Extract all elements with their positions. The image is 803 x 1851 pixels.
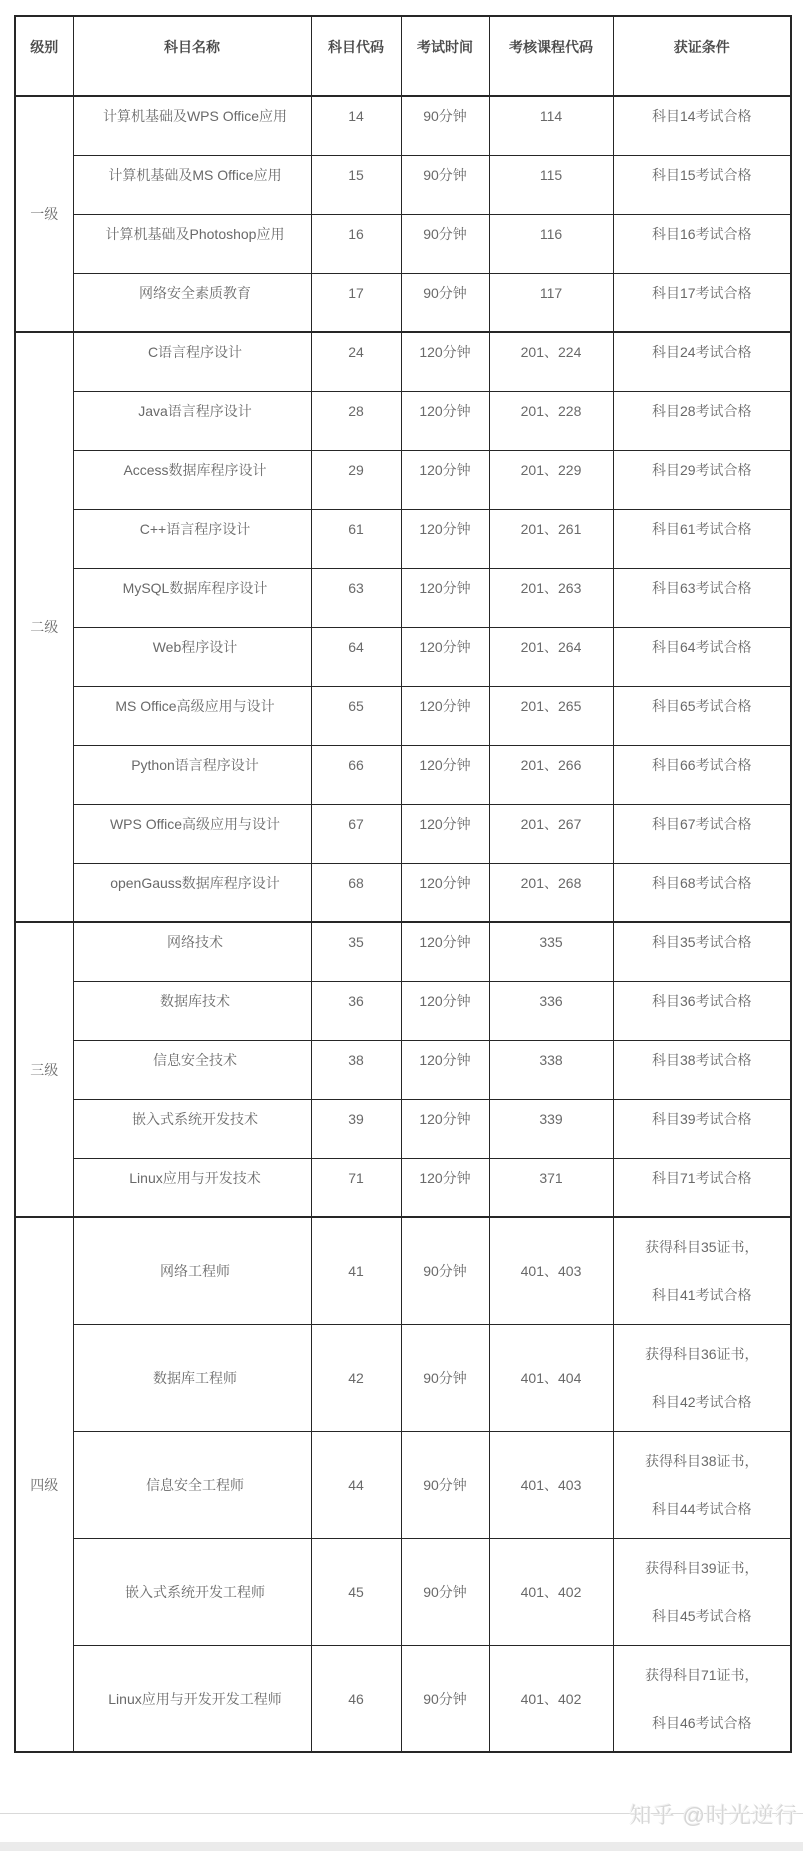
course-codes-cell: 201、266 <box>489 745 613 804</box>
certificate-condition-line: 获得科目36证书， <box>644 1346 759 1362</box>
certificate-condition-cell <box>613 1040 791 1099</box>
subject-code-cell: 45 <box>311 1538 401 1645</box>
subject-code-cell: 15 <box>311 155 401 214</box>
exam-duration-cell: 90分钟 <box>401 1324 489 1431</box>
course-codes-cell: 401、404 <box>489 1324 613 1431</box>
certificate-condition-cell <box>613 804 791 863</box>
subject-name-cell: WPS Office高级应用与设计 <box>73 804 311 863</box>
table-row <box>15 1040 791 1099</box>
certificate-condition-cell <box>613 1645 791 1752</box>
table-row <box>15 568 791 627</box>
exam-duration-cell: 90分钟 <box>401 214 489 273</box>
table-row <box>15 1324 791 1431</box>
subject-name-cell: C++语言程序设计 <box>73 509 311 568</box>
certificate-condition-cell <box>613 863 791 922</box>
table-row <box>15 273 791 332</box>
certificate-condition-line: 科目16考试合格 <box>651 226 752 242</box>
subject-code-cell: 64 <box>311 627 401 686</box>
subject-code-cell: 16 <box>311 214 401 273</box>
subject-code-cell: 44 <box>311 1431 401 1538</box>
subject-code-cell: 41 <box>311 1217 401 1324</box>
certificate-condition-cell <box>613 627 791 686</box>
certificate-condition-cell <box>613 1431 791 1538</box>
table-row <box>15 391 791 450</box>
certificate-condition-cell <box>613 509 791 568</box>
course-codes-cell: 338 <box>489 1040 613 1099</box>
course-codes-cell: 401、402 <box>489 1538 613 1645</box>
certificate-condition-line: 科目38考试合格 <box>651 1052 752 1068</box>
exam-duration-cell: 120分钟 <box>401 1099 489 1158</box>
level-cell: 二级 <box>15 332 73 922</box>
certificate-condition-cell <box>613 745 791 804</box>
certificate-condition-line: 获得科目35证书， <box>644 1239 759 1256</box>
table-row <box>15 155 791 214</box>
exam-duration-cell: 120分钟 <box>401 981 489 1040</box>
course-codes-cell: 339 <box>489 1099 613 1158</box>
course-codes-cell: 115 <box>489 155 613 214</box>
subject-code-cell: 67 <box>311 804 401 863</box>
subject-code-cell: 63 <box>311 568 401 627</box>
table-row <box>15 922 791 981</box>
table-row <box>15 214 791 273</box>
certificate-condition-line: 科目36考试合格 <box>651 993 752 1009</box>
subject-name-cell: C语言程序设计 <box>73 332 311 391</box>
level-cell: 一级 <box>15 96 73 332</box>
certificate-condition-line: 科目45考试合格 <box>651 1608 752 1624</box>
certificate-condition-line: 科目63考试合格 <box>651 580 752 596</box>
subject-code-cell: 71 <box>311 1158 401 1217</box>
course-codes-cell: 401、403 <box>489 1217 613 1324</box>
subject-name-cell: 网络安全素质教育 <box>73 273 311 332</box>
table-row <box>15 332 791 391</box>
table-row <box>15 450 791 509</box>
certificate-condition-line: 科目46考试合格 <box>651 1714 752 1731</box>
header-subject-code: 科目代码 <box>311 16 401 96</box>
certificate-condition-line: 科目39考试合格 <box>651 1111 752 1127</box>
subject-name-cell: Access数据库程序设计 <box>73 450 311 509</box>
exam-duration-cell: 120分钟 <box>401 1040 489 1099</box>
subject-name-cell: Linux应用与开发技术 <box>73 1158 311 1217</box>
certificate-condition-line: 科目24考试合格 <box>651 344 752 361</box>
certificate-condition-cell <box>613 214 791 273</box>
table-row <box>15 509 791 568</box>
course-codes-cell: 116 <box>489 214 613 273</box>
certificate-condition-cell <box>613 1324 791 1431</box>
subject-name-cell: 网络工程师 <box>73 1217 311 1324</box>
certificate-condition-line: 科目29考试合格 <box>651 462 752 478</box>
subject-name-cell: 信息安全工程师 <box>73 1431 311 1538</box>
subject-name-cell: openGauss数据库程序设计 <box>73 863 311 922</box>
course-codes-cell: 201、264 <box>489 627 613 686</box>
subject-name-cell: MS Office高级应用与设计 <box>73 686 311 745</box>
exam-duration-cell: 120分钟 <box>401 804 489 863</box>
watermark-text: 知乎 @时光逆行 <box>629 1803 798 1828</box>
table-header <box>15 16 791 96</box>
certificate-condition-line: 科目42考试合格 <box>651 1394 752 1410</box>
bottom-band <box>0 1842 803 1851</box>
exam-duration-cell: 120分钟 <box>401 686 489 745</box>
certificate-condition-cell <box>613 273 791 332</box>
certificate-condition-cell <box>613 1217 791 1324</box>
certificate-condition-cell <box>613 450 791 509</box>
exam-duration-cell: 120分钟 <box>401 450 489 509</box>
certificate-condition-cell <box>613 96 791 155</box>
certificate-condition-line: 科目15考试合格 <box>651 167 752 183</box>
course-codes-cell: 371 <box>489 1158 613 1217</box>
certificate-condition-cell <box>613 1158 791 1217</box>
subject-name-cell: 嵌入式系统开发工程师 <box>73 1538 311 1645</box>
course-codes-cell: 401、402 <box>489 1645 613 1752</box>
subject-code-cell: 68 <box>311 863 401 922</box>
certificate-condition-cell <box>613 568 791 627</box>
level-cell: 三级 <box>15 922 73 1217</box>
subject-name-cell: 计算机基础及Photoshop应用 <box>73 214 311 273</box>
certificate-condition-cell <box>613 686 791 745</box>
subject-code-cell: 66 <box>311 745 401 804</box>
table-row <box>15 1099 791 1158</box>
certificate-condition-line: 科目65考试合格 <box>651 698 752 714</box>
subject-code-cell: 36 <box>311 981 401 1040</box>
exam-duration-cell: 120分钟 <box>401 863 489 922</box>
header-exam-duration: 考试时间 <box>401 16 489 96</box>
table-row <box>15 1158 791 1217</box>
course-codes-cell: 335 <box>489 922 613 981</box>
certificate-condition-line: 科目61考试合格 <box>651 521 752 537</box>
certificate-condition-cell <box>613 1538 791 1645</box>
course-codes-cell: 201、263 <box>489 568 613 627</box>
table-row <box>15 1538 791 1645</box>
table-row <box>15 686 791 745</box>
certificate-condition-line: 获得科目38证书， <box>644 1453 759 1469</box>
exam-duration-cell: 90分钟 <box>401 1538 489 1645</box>
subject-name-cell: 计算机基础及WPS Office应用 <box>73 96 311 155</box>
certificate-condition-cell <box>613 155 791 214</box>
course-codes-cell: 201、228 <box>489 391 613 450</box>
certificate-condition-line: 科目64考试合格 <box>651 639 752 655</box>
header-level: 级别 <box>15 16 73 96</box>
certificate-condition-line: 科目71考试合格 <box>651 1169 752 1186</box>
subject-code-cell: 38 <box>311 1040 401 1099</box>
subject-code-cell: 35 <box>311 922 401 981</box>
level-cell: 四级 <box>15 1217 73 1752</box>
header-row <box>15 16 791 96</box>
subject-code-cell: 29 <box>311 450 401 509</box>
certificate-condition-cell <box>613 1099 791 1158</box>
exam-duration-cell: 120分钟 <box>401 627 489 686</box>
exam-duration-cell: 120分钟 <box>401 745 489 804</box>
subject-name-cell: MySQL数据库程序设计 <box>73 568 311 627</box>
header-certificate-condition: 获证条件 <box>613 16 791 96</box>
table-row <box>15 96 791 155</box>
subject-name-cell: 数据库技术 <box>73 981 311 1040</box>
certificate-condition-line: 科目28考试合格 <box>651 403 752 419</box>
certificate-condition-line: 科目67考试合格 <box>651 816 752 832</box>
subject-name-cell: Linux应用与开发开发工程师 <box>73 1645 311 1752</box>
table-row <box>15 981 791 1040</box>
subject-code-cell: 24 <box>311 332 401 391</box>
subject-name-cell: 计算机基础及MS Office应用 <box>73 155 311 214</box>
table-row <box>15 1217 791 1324</box>
course-codes-cell: 114 <box>489 96 613 155</box>
subject-code-cell: 17 <box>311 273 401 332</box>
exam-duration-cell: 90分钟 <box>401 155 489 214</box>
exam-subjects-table <box>14 15 792 1753</box>
exam-duration-cell: 120分钟 <box>401 1158 489 1217</box>
table-row <box>15 863 791 922</box>
certificate-condition-cell <box>613 922 791 981</box>
subject-name-cell: 信息安全技术 <box>73 1040 311 1099</box>
course-codes-cell: 201、265 <box>489 686 613 745</box>
exam-duration-cell: 120分钟 <box>401 509 489 568</box>
exam-duration-cell: 90分钟 <box>401 1645 489 1752</box>
subject-code-cell: 65 <box>311 686 401 745</box>
table-row <box>15 1431 791 1538</box>
table-body <box>15 96 791 1752</box>
subject-code-cell: 61 <box>311 509 401 568</box>
table-row <box>15 1645 791 1752</box>
subject-name-cell: 数据库工程师 <box>73 1324 311 1431</box>
certificate-condition-line: 科目35考试合格 <box>651 934 752 951</box>
subject-code-cell: 28 <box>311 391 401 450</box>
certificate-condition-cell <box>613 332 791 391</box>
table-row <box>15 804 791 863</box>
subject-name-cell: Web程序设计 <box>73 627 311 686</box>
subject-code-cell: 46 <box>311 1645 401 1752</box>
subject-name-cell: Python语言程序设计 <box>73 745 311 804</box>
course-codes-cell: 117 <box>489 273 613 332</box>
course-codes-cell: 201、224 <box>489 332 613 391</box>
course-codes-cell: 401、403 <box>489 1431 613 1538</box>
course-codes-cell: 201、261 <box>489 509 613 568</box>
subject-code-cell: 14 <box>311 96 401 155</box>
certificate-condition-line: 科目14考试合格 <box>651 108 752 125</box>
header-subject-name: 科目名称 <box>73 16 311 96</box>
exam-duration-cell: 90分钟 <box>401 273 489 332</box>
subject-name-cell: 网络技术 <box>73 922 311 981</box>
certificate-condition-cell <box>613 391 791 450</box>
subject-name-cell: 嵌入式系统开发技术 <box>73 1099 311 1158</box>
certificate-condition-line: 科目66考试合格 <box>651 757 752 773</box>
exam-duration-cell: 120分钟 <box>401 568 489 627</box>
certificate-condition-line: 科目41考试合格 <box>651 1287 752 1304</box>
subject-code-cell: 42 <box>311 1324 401 1431</box>
subject-code-cell: 39 <box>311 1099 401 1158</box>
exam-duration-cell: 120分钟 <box>401 391 489 450</box>
table-row <box>15 627 791 686</box>
course-codes-cell: 336 <box>489 981 613 1040</box>
certificate-condition-line: 获得科目71证书， <box>644 1666 759 1683</box>
table-row <box>15 745 791 804</box>
exam-duration-cell: 90分钟 <box>401 96 489 155</box>
course-codes-cell: 201、268 <box>489 863 613 922</box>
exam-duration-cell: 120分钟 <box>401 922 489 981</box>
exam-duration-cell: 90分钟 <box>401 1217 489 1324</box>
certificate-condition-cell <box>613 981 791 1040</box>
certificate-condition-line: 科目68考试合格 <box>651 874 752 891</box>
certificate-condition-line: 科目17考试合格 <box>651 284 752 301</box>
course-codes-cell: 201、267 <box>489 804 613 863</box>
header-course-codes: 考核课程代码 <box>489 16 613 96</box>
certificate-condition-line: 科目44考试合格 <box>651 1501 752 1517</box>
course-codes-cell: 201、229 <box>489 450 613 509</box>
exam-duration-cell: 120分钟 <box>401 332 489 391</box>
exam-duration-cell: 90分钟 <box>401 1431 489 1538</box>
certificate-condition-line: 获得科目39证书， <box>644 1560 759 1576</box>
subject-name-cell: Java语言程序设计 <box>73 391 311 450</box>
